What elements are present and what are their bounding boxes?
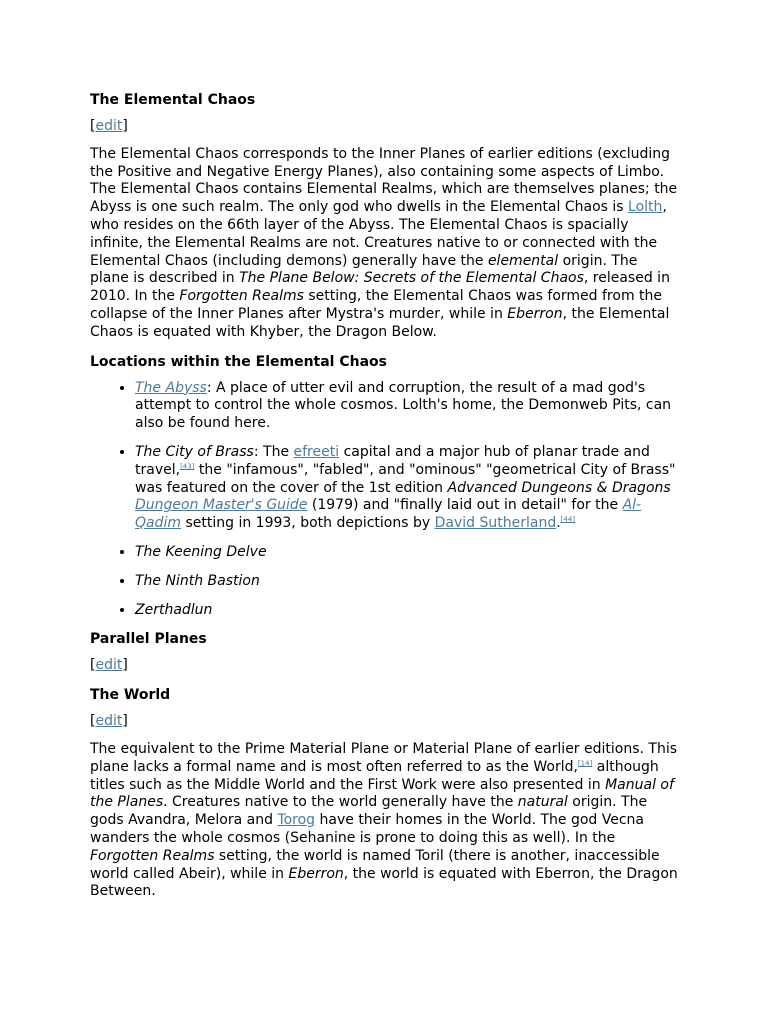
text-run: origin. The plane is described in: [90, 252, 638, 287]
list-item-ninth-bastion: [135, 573, 680, 591]
list-item-zerthadlun: [135, 602, 680, 620]
paragraph-elemental-chaos: [90, 146, 680, 342]
italic-forgotten-realms: Forgotten Realms: [179, 288, 304, 305]
heading-elemental-chaos: The Elemental Chaos: [90, 92, 256, 108]
ref-44[interactable]: [44]: [560, 515, 576, 524]
text-run: : A place of utter evil and corruption, the result of a mad god's attempt to control the whole cosmos. Lolth's home, the Demonweb Pits, can also be found here.: [135, 379, 672, 432]
text-run: , the Elemental Chaos is equated with Khyber, the Dragon Below.: [90, 305, 670, 340]
list-item-abyss: [135, 380, 680, 433]
edit-link-row: [edit]: [90, 713, 128, 730]
italic-city-of-brass: The City of Brass: [135, 443, 254, 460]
italic-natural: natural: [517, 794, 568, 811]
edit-link-row: [edit]: [90, 118, 128, 134]
italic-abyss: The Abyss: [135, 379, 207, 396]
text-run: setting, the world is named Toril (there is another, inaccessible world called Abeir), while in: [90, 847, 660, 882]
edit-link-parallel-planes[interactable]: edit: [95, 657, 123, 674]
link-dungeon-masters-guide[interactable]: [135, 497, 307, 513]
text-run: , who resides on the 66th layer of the Abyss. The Elemental Chaos is spacially infinite, the Elemental Realms are not. Creatures native to or connected with the Elemental Chaos (including demons) generally have the: [90, 199, 667, 269]
text-run: , released in 2010. In the: [90, 270, 670, 305]
link-efreeti[interactable]: efreeti: [293, 443, 340, 460]
heading-locations: Locations within the Elemental Chaos: [90, 353, 387, 370]
text-run: : The: [253, 443, 294, 460]
text-run: The Elemental Chaos corresponds to the Inner Planes of earlier editions (excluding the Positive and Negative Energy Planes), also containing some aspects of Limbo. The Elemental Chaos contains Elemental Realms, which are themselves planes; the Abyss is one such realm. The only god who dwells in the Elemental Chaos is: [90, 145, 678, 216]
text-run: the "infamous", "fabled", and "ominous" "geometrical City of Brass" was featured on the cover of the 1st edition: [135, 461, 676, 496]
italic-al-qadim: Al-Qadim: [135, 497, 642, 532]
list-item-keening-delve: [135, 544, 680, 562]
list-item-city-of-brass: [135, 444, 680, 533]
link-the-abyss[interactable]: [135, 380, 207, 396]
text-run: (1979) and "finally laid out in detail" for the: [307, 497, 623, 514]
text-run: The equivalent to the Prime Material Plane or Material Plane of earlier editions. This plane lacks a formal name and is most often referred to as the World,: [90, 740, 678, 775]
text-run: capital and a major hub of planar trade and travel,: [135, 443, 650, 478]
locations-list: [90, 380, 680, 620]
text-run: origin. The gods Avandra, Melora and: [90, 794, 648, 829]
italic-add: Advanced Dungeons & Dragons: [447, 479, 671, 496]
italic-zerthadlun: Zerthadlun: [135, 601, 213, 618]
text-run: setting, the Elemental Chaos was formed from the collapse of the Inner Planes after Mystra's murder, while in: [90, 288, 663, 322]
text-run: , the world is equated with Eberron, the Dragon Between.: [90, 865, 678, 900]
text-run: have their homes in the World. The god Vecna wanders the whole cosmos (Sehanine is prone to doing this as well). In the: [90, 812, 645, 846]
italic-forgotten-realms: Forgotten Realms: [90, 847, 215, 864]
italic-elemental: elemental: [487, 252, 559, 269]
italic-eberron: Eberron: [288, 865, 344, 882]
italic-ninth-bastion: The Ninth Bastion: [135, 572, 260, 589]
italic-manual-of-the-planes: Manual of the Planes: [90, 776, 674, 811]
paragraph-the-world: [90, 741, 680, 901]
heading-the-world: The World: [90, 687, 171, 704]
link-lolth[interactable]: Lolth: [628, 199, 663, 216]
link-david-sutherland[interactable]: David Sutherland: [434, 515, 557, 532]
italic-keening-delve: The Keening Delve: [135, 543, 267, 560]
edit-link-row: [edit]: [90, 657, 128, 674]
text-run: . Creatures native to the world generally have the: [163, 794, 518, 811]
italic-dmg: Dungeon Master's Guide: [135, 497, 308, 514]
ref-14[interactable]: [14]: [577, 759, 593, 768]
article-body: [90, 90, 680, 901]
edit-link-elemental-chaos[interactable]: edit: [95, 118, 123, 134]
heading-parallel-planes: Parallel Planes: [90, 631, 207, 648]
text-run: although titles such as the Middle World and the First Work were also presented in: [90, 758, 659, 793]
edit-link-the-world[interactable]: edit: [95, 713, 123, 730]
italic-eberron: Eberron: [507, 305, 563, 322]
ref-43[interactable]: [43]: [180, 462, 195, 471]
link-torog[interactable]: Torog: [277, 812, 316, 829]
italic-book-title: The Plane Below: Secrets of the Elemental Chaos: [239, 270, 584, 287]
text-run: setting in 1993, both depictions by: [181, 515, 435, 532]
text-run: .: [556, 515, 561, 532]
